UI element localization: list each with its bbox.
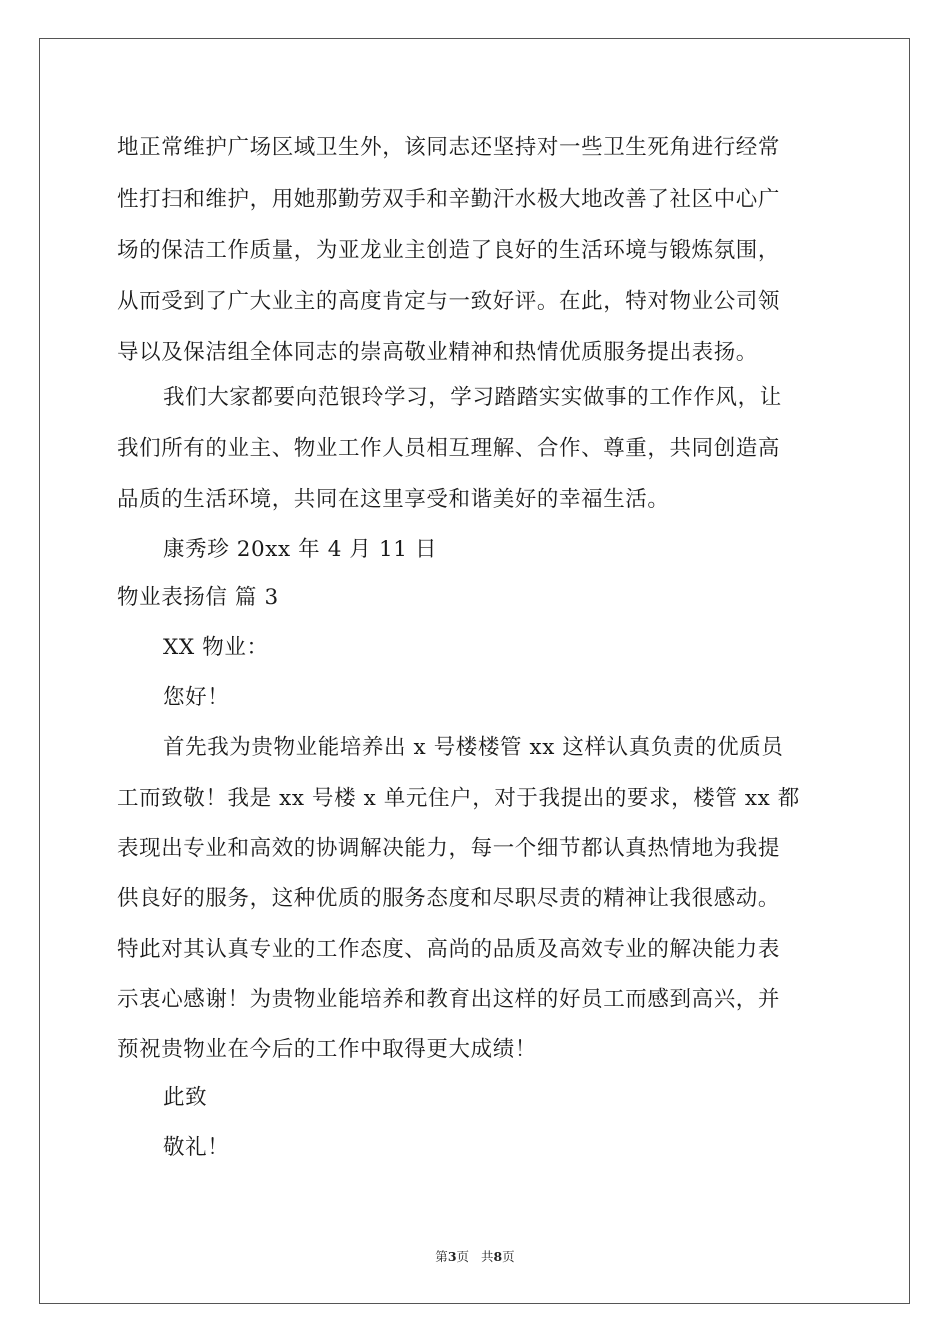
paragraph-line: 表现出专业和高效的协调解决能力，每一个细节都认真热情地为我提 bbox=[117, 836, 781, 861]
paragraph-line: 特此对其认真专业的工作态度、高尚的品质及高效专业的解决能力表 bbox=[117, 937, 781, 962]
paragraph-line: 导以及保洁组全体同志的崇高敬业精神和热情优质服务提出表扬。 bbox=[117, 340, 758, 365]
total-suffix: 页 bbox=[502, 1249, 515, 1264]
paragraph-line: 工而致敬！我是 xx 号楼 x 单元住户，对于我提出的要求，楼管 xx 都 bbox=[117, 786, 800, 811]
page-number: 3 bbox=[447, 1249, 457, 1264]
greeting: 您好！ bbox=[163, 685, 230, 710]
section-heading: 物业表扬信 篇 3 bbox=[117, 585, 279, 610]
closing-line: 此致 bbox=[163, 1085, 208, 1110]
paragraph-line: 首先我为贵物业能培养出 x 号楼楼管 xx 这样认真负责的优质员 bbox=[163, 735, 784, 760]
page-border bbox=[39, 38, 910, 1304]
paragraph-line: 地正常维护广场区域卫生外，该同志还坚持对一些卫生死角进行经常 bbox=[117, 135, 781, 160]
total-pages: 8 bbox=[493, 1249, 503, 1264]
signature-date-line: 康秀珍 20xx 年 4 月 11 日 bbox=[163, 537, 438, 562]
closing-line: 敬礼！ bbox=[163, 1135, 230, 1160]
paragraph-line: 性打扫和维护，用她那勤劳双手和辛勤汗水极大地改善了社区中心广 bbox=[117, 187, 781, 212]
paragraph-line: 预祝贵物业在今后的工作中取得更大成绩！ bbox=[117, 1037, 537, 1062]
paragraph-line: 示衷心感谢！为贵物业能培养和教育出这样的好员工而感到高兴，并 bbox=[117, 987, 781, 1012]
paragraph-line: 场的保洁工作质量，为亚龙业主创造了良好的生活环境与锻炼氛围， bbox=[117, 238, 781, 263]
paragraph-line: 供良好的服务，这种优质的服务态度和尽职尽责的精神让我很感动。 bbox=[117, 886, 781, 911]
paragraph-line: 我们大家都要向范银玲学习，学习踏踏实实做事的工作作风，让 bbox=[163, 385, 782, 410]
page-prefix: 第 bbox=[435, 1249, 448, 1264]
page-suffix: 页 bbox=[456, 1249, 470, 1264]
page-footer bbox=[0, 1249, 950, 1265]
paragraph-line: 我们所有的业主、物业工作人员相互理解、合作、尊重，共同创造高 bbox=[117, 436, 781, 461]
paragraph-line: 品质的生活环境，共同在这里享受和谐美好的幸福生活。 bbox=[117, 487, 670, 512]
salutation: XX 物业： bbox=[163, 635, 269, 660]
paragraph-line: 从而受到了广大业主的高度肯定与一致好评。在此，特对物业公司领 bbox=[117, 289, 781, 314]
total-prefix: 共 bbox=[480, 1249, 494, 1264]
